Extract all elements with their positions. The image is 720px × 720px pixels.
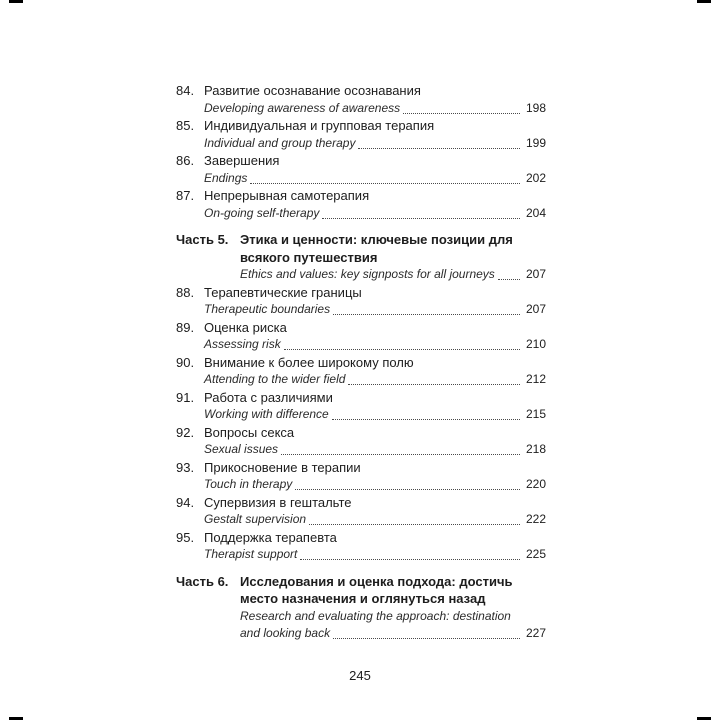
page-ref: 220 bbox=[525, 477, 546, 491]
toc-entry bbox=[176, 152, 546, 187]
dot-leader bbox=[309, 524, 520, 525]
chapter-title-ru: Индивидуальная и групповая терапия bbox=[204, 118, 435, 133]
part-title-en-line2: and looking back bbox=[240, 626, 331, 640]
toc-entry bbox=[176, 529, 546, 564]
chapter-title-en: Therapist support bbox=[204, 547, 298, 561]
page-ref: 199 bbox=[525, 135, 546, 150]
page-ref: 207 bbox=[525, 267, 546, 281]
dot-leader bbox=[284, 349, 520, 350]
chapter-number: 86. bbox=[176, 153, 195, 168]
chapter-title-ru: Прикосновение в терапии bbox=[204, 459, 361, 475]
part-label: Часть 5. bbox=[176, 232, 229, 247]
page-ref: 215 bbox=[525, 407, 546, 421]
part-title-ru: Исследования и оценка подхода: достичь место назначения и оглянуться назад bbox=[240, 573, 513, 606]
chapter-number: 88. bbox=[176, 284, 195, 300]
chapter-number: 95. bbox=[176, 529, 195, 545]
dot-leader bbox=[300, 559, 520, 560]
chapter-number: 87. bbox=[176, 188, 195, 203]
chapter-title-en: Individual and group therapy bbox=[204, 135, 356, 150]
part-label: Часть 6. bbox=[176, 573, 229, 589]
page-ref: 204 bbox=[525, 205, 546, 220]
toc-entry bbox=[176, 82, 546, 117]
toc-entry bbox=[176, 494, 546, 529]
toc-entry bbox=[176, 424, 546, 459]
chapter-title-ru: Поддержка терапевта bbox=[204, 529, 337, 545]
crop-mark bbox=[697, 0, 711, 3]
chapter-number: 85. bbox=[176, 118, 195, 133]
chapter-number: 84. bbox=[176, 83, 195, 98]
chapter-title-ru: Непрерывная самотерапия bbox=[204, 188, 370, 203]
chapter-number: 92. bbox=[176, 424, 195, 440]
chapter-number: 94. bbox=[176, 494, 195, 510]
toc-entry bbox=[176, 187, 546, 222]
part-title-en: Ethics and values: key signposts for all journeys bbox=[240, 267, 495, 281]
toc-entry bbox=[176, 319, 546, 354]
page-ref: 198 bbox=[525, 100, 546, 115]
chapter-title-ru: Завершения bbox=[204, 153, 280, 168]
chapter-number: 91. bbox=[176, 389, 195, 405]
table-of-contents bbox=[176, 82, 546, 643]
dot-leader bbox=[333, 314, 520, 315]
dot-leader bbox=[250, 183, 520, 184]
dot-leader bbox=[498, 279, 520, 280]
chapter-title-ru: Оценка риска bbox=[204, 319, 287, 335]
chapter-title-ru: Внимание к более широкому полю bbox=[204, 354, 414, 370]
page-ref: 225 bbox=[525, 547, 546, 561]
chapter-title-ru: Супервизия в гештальте bbox=[204, 494, 352, 510]
toc-entry bbox=[176, 459, 546, 494]
chapter-title-en: Endings bbox=[204, 170, 248, 185]
chapter-title-en: Working with difference bbox=[204, 407, 329, 421]
toc-entry bbox=[176, 117, 546, 152]
chapter-number: 90. bbox=[176, 354, 195, 370]
dot-leader bbox=[358, 148, 520, 149]
page-ref: 212 bbox=[525, 372, 546, 386]
chapter-title-ru: Терапевтические границы bbox=[204, 284, 362, 300]
toc-part-header bbox=[176, 573, 546, 643]
chapter-title-en: On-going self-therapy bbox=[204, 205, 320, 220]
dot-leader bbox=[322, 218, 520, 219]
dot-leader bbox=[281, 454, 520, 455]
chapter-title-en: Touch in therapy bbox=[204, 477, 293, 491]
toc-entry bbox=[176, 389, 546, 424]
toc-entry bbox=[176, 284, 546, 319]
chapter-number: 93. bbox=[176, 459, 195, 475]
dot-leader bbox=[333, 638, 520, 639]
page-ref: 210 bbox=[525, 337, 546, 351]
page-ref: 202 bbox=[525, 170, 546, 185]
chapter-title-en: Therapeutic boundaries bbox=[204, 302, 331, 316]
part-title-en-line1: Research and evaluating the approach: destination bbox=[240, 608, 511, 623]
chapter-title-en: Attending to the wider field bbox=[204, 372, 346, 386]
page-ref: 222 bbox=[525, 512, 546, 526]
toc-part-header bbox=[176, 231, 546, 284]
dot-leader bbox=[403, 113, 520, 114]
chapter-title-ru: Работа с различиями bbox=[204, 389, 333, 405]
chapter-title-en: Gestalt supervision bbox=[204, 512, 307, 526]
chapter-title-en: Assessing risk bbox=[204, 337, 281, 351]
toc-entry bbox=[176, 354, 546, 389]
page-ref: 227 bbox=[525, 626, 546, 640]
part-title-ru: Этика и ценности: ключевые позиции для всякого путешествия bbox=[240, 232, 513, 265]
page-ref: 207 bbox=[525, 302, 546, 316]
dot-leader bbox=[348, 384, 520, 385]
dot-leader bbox=[332, 419, 520, 420]
dot-leader bbox=[295, 489, 520, 490]
chapter-title-en: Developing awareness of awareness bbox=[204, 100, 401, 115]
page-ref: 218 bbox=[525, 442, 546, 456]
chapter-title-en: Sexual issues bbox=[204, 442, 279, 456]
crop-mark bbox=[9, 0, 23, 3]
chapter-title-ru: Вопросы секса bbox=[204, 424, 295, 440]
chapter-number: 89. bbox=[176, 319, 195, 335]
chapter-title-ru: Развитие осознавание осознавания bbox=[204, 83, 421, 98]
folio-page-number: 245 bbox=[349, 668, 371, 683]
